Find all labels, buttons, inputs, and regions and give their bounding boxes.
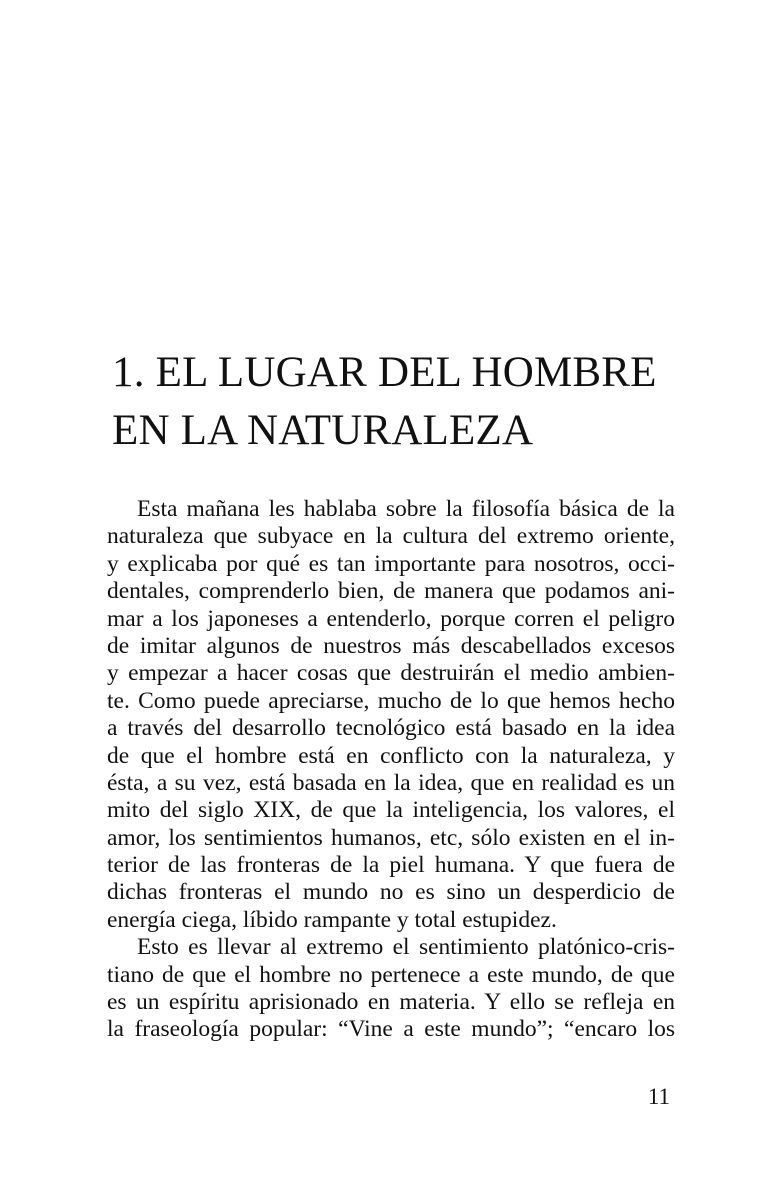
text-line: terior de las fronteras de la piel humana. Y que fuera de (107, 852, 675, 879)
text-line: naturaleza que subyace en la cultura del extremo oriente, (107, 523, 675, 550)
text-line: Esta mañana les hablaba sobre la filosofía básica de la (137, 496, 675, 522)
text-line: de imitar algunos de nuestros más descabellados excesos (107, 632, 675, 659)
paragraph (107, 934, 675, 1044)
text-line: la fraseología popular: “Vine a este mundo”; “encaro los (107, 1016, 675, 1043)
page-number: 11 (647, 1084, 670, 1109)
text-line: energía ciega, líbido rampante y total estupidez. (107, 906, 557, 933)
text-line: te. Como puede apreciarse, mucho de lo que hemos hecho (107, 687, 675, 714)
chapter-title-line: EN LA NATURALEZA (112, 407, 534, 454)
text-line: mito del siglo XIX, de que la inteligencia, los valores, el (107, 797, 675, 824)
text-line: mar a los japoneses a entenderlo, porque corren el peligro (107, 605, 675, 632)
text-line: Esto es llevar al extremo el sentimiento platónico-cris- (137, 934, 675, 961)
paragraph (107, 496, 675, 934)
text-line: ésta, a su vez, está basada en la idea, que en realidad es un (107, 769, 675, 796)
text-line: dentales, comprenderlo bien, de manera que podamos ani- (107, 578, 675, 605)
text-line: tiano de que el hombre no pertenece a este mundo, de que (107, 961, 675, 988)
text-line: de que el hombre está en conflicto con la naturaleza, y (107, 742, 675, 769)
chapter-title (112, 344, 712, 460)
text-line: dichas fronteras el mundo no es sino un desperdicio de (107, 879, 675, 906)
text-line: es un espíritu aprisionado en materia. Y ello se refleja en (107, 989, 675, 1016)
text-line: y empezar a hacer cosas que destruirán el medio ambien- (107, 660, 675, 687)
text-line: amor, los sentimientos humanos, etc, sólo existen en el in- (107, 824, 675, 851)
body-text (107, 496, 675, 1044)
chapter-title-line: 1. EL LUGAR DEL HOMBRE (112, 349, 657, 396)
text-line: y explicaba por qué es tan importante para nosotros, occi- (107, 550, 675, 577)
text-line: a través del desarrollo tecnológico está basado en la idea (107, 715, 675, 742)
